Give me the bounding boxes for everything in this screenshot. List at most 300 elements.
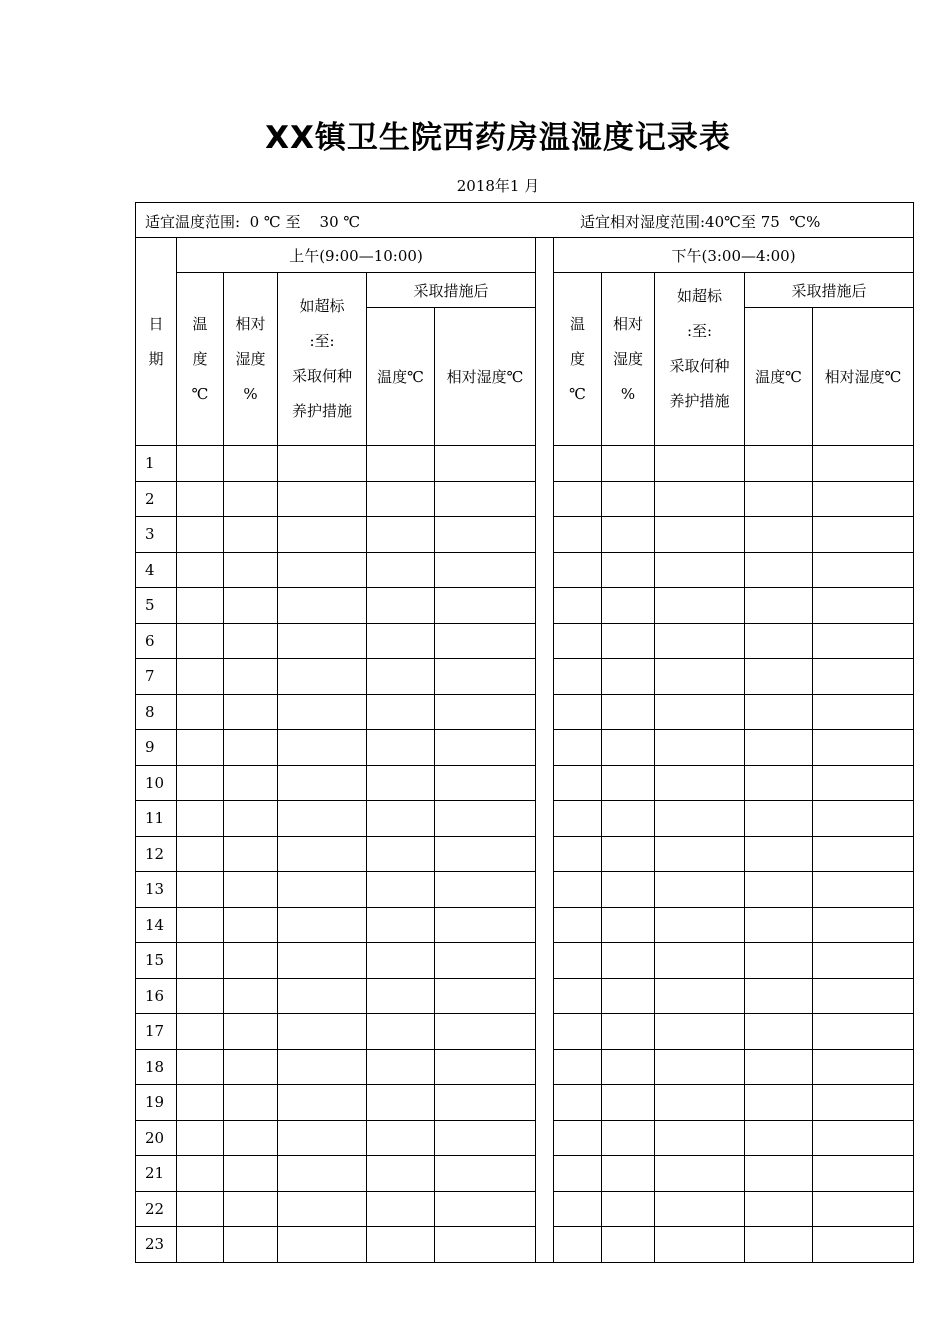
record-cell[interactable] <box>745 836 813 872</box>
record-cell[interactable] <box>224 659 278 695</box>
record-cell[interactable] <box>278 1085 367 1121</box>
am-measures-header: 采取措施后 <box>367 273 536 308</box>
record-cell[interactable] <box>224 730 278 766</box>
record-cell[interactable] <box>435 1120 536 1156</box>
record-cell[interactable] <box>278 481 367 517</box>
record-cell[interactable] <box>367 1227 435 1263</box>
day-number: 4 <box>136 552 177 588</box>
record-cell[interactable] <box>813 623 914 659</box>
record-cell[interactable] <box>278 1156 367 1192</box>
record-cell[interactable] <box>602 446 655 482</box>
column-gap <box>536 694 554 730</box>
record-cell[interactable] <box>813 1156 914 1192</box>
record-cell[interactable] <box>278 659 367 695</box>
record-cell[interactable] <box>602 943 655 979</box>
record-cell[interactable] <box>435 552 536 588</box>
record-cell[interactable] <box>655 730 745 766</box>
record-cell[interactable] <box>224 801 278 837</box>
record-cell[interactable] <box>554 1120 602 1156</box>
record-cell[interactable] <box>745 978 813 1014</box>
record-cell[interactable] <box>602 552 655 588</box>
table-row <box>136 978 914 1014</box>
record-cell[interactable] <box>367 659 435 695</box>
table-row <box>136 1085 914 1121</box>
table-row <box>136 1014 914 1050</box>
record-cell[interactable] <box>554 978 602 1014</box>
record-cell[interactable] <box>554 907 602 943</box>
record-cell[interactable] <box>224 765 278 801</box>
record-cell[interactable] <box>655 836 745 872</box>
record-cell[interactable] <box>435 978 536 1014</box>
record-cell[interactable] <box>745 1049 813 1085</box>
record-cell[interactable] <box>655 1049 745 1085</box>
record-cell[interactable] <box>177 978 224 1014</box>
record-cell[interactable] <box>278 623 367 659</box>
record-cell[interactable] <box>602 978 655 1014</box>
record-cell[interactable] <box>745 765 813 801</box>
day-number: 22 <box>136 1191 177 1227</box>
record-cell[interactable] <box>278 1049 367 1085</box>
record-cell[interactable] <box>435 1014 536 1050</box>
day-number: 15 <box>136 943 177 979</box>
day-number: 8 <box>136 694 177 730</box>
column-gap <box>536 1120 554 1156</box>
record-cell[interactable] <box>278 446 367 482</box>
record-cell[interactable] <box>655 659 745 695</box>
record-cell[interactable] <box>745 552 813 588</box>
record-cell[interactable] <box>813 694 914 730</box>
record-cell[interactable] <box>813 1014 914 1050</box>
record-cell[interactable] <box>554 1191 602 1227</box>
record-cell[interactable] <box>435 694 536 730</box>
record-cell[interactable] <box>278 978 367 1014</box>
record-cell[interactable] <box>602 1014 655 1050</box>
record-cell[interactable] <box>224 1227 278 1263</box>
record-cell[interactable] <box>367 517 435 553</box>
table-row <box>136 446 914 482</box>
record-cell[interactable] <box>278 907 367 943</box>
record-cell[interactable] <box>554 517 602 553</box>
record-cell[interactable] <box>813 552 914 588</box>
day-number: 18 <box>136 1049 177 1085</box>
pm-exceed-header: 如超标 :至: 采取何种 养护措施 <box>655 273 745 446</box>
record-cell[interactable] <box>745 1085 813 1121</box>
record-cell[interactable] <box>602 836 655 872</box>
record-cell[interactable] <box>655 907 745 943</box>
record-cell[interactable] <box>367 730 435 766</box>
record-cell[interactable] <box>278 1014 367 1050</box>
column-gap <box>536 907 554 943</box>
table-row <box>136 765 914 801</box>
record-cell[interactable] <box>435 588 536 624</box>
record-cell[interactable] <box>278 801 367 837</box>
table-row <box>136 872 914 908</box>
record-cell[interactable] <box>224 907 278 943</box>
record-cell[interactable] <box>745 481 813 517</box>
record-cell[interactable] <box>655 978 745 1014</box>
record-cell[interactable] <box>177 836 224 872</box>
record-cell[interactable] <box>177 659 224 695</box>
record-cell[interactable] <box>224 694 278 730</box>
record-cell[interactable] <box>813 978 914 1014</box>
record-cell[interactable] <box>813 517 914 553</box>
record-cell[interactable] <box>655 552 745 588</box>
record-cell[interactable] <box>745 730 813 766</box>
record-cell[interactable] <box>602 1227 655 1263</box>
record-cell[interactable] <box>224 1120 278 1156</box>
pm-measures-header: 采取措施后 <box>745 273 914 308</box>
record-cell[interactable] <box>435 1156 536 1192</box>
am-temp-header: 温 度 ℃ <box>177 273 224 446</box>
record-cell[interactable] <box>177 872 224 908</box>
record-cell[interactable] <box>177 1156 224 1192</box>
record-cell[interactable] <box>224 446 278 482</box>
record-cell[interactable] <box>367 978 435 1014</box>
column-gap <box>536 552 554 588</box>
record-cell[interactable] <box>278 588 367 624</box>
column-gap <box>536 517 554 553</box>
record-cell[interactable] <box>554 1014 602 1050</box>
record-cell[interactable] <box>435 836 536 872</box>
record-cell[interactable] <box>813 872 914 908</box>
record-cell[interactable] <box>367 872 435 908</box>
record-cell[interactable] <box>655 446 745 482</box>
record-cell[interactable] <box>602 1049 655 1085</box>
record-cell[interactable] <box>435 517 536 553</box>
record-cell[interactable] <box>602 872 655 908</box>
column-gap <box>536 659 554 695</box>
record-cell[interactable] <box>554 446 602 482</box>
record-cell[interactable] <box>177 1120 224 1156</box>
record-cell[interactable] <box>278 1191 367 1227</box>
record-cell[interactable] <box>367 1085 435 1121</box>
record-cell[interactable] <box>435 623 536 659</box>
record-cell[interactable] <box>177 1014 224 1050</box>
record-cell[interactable] <box>745 1191 813 1227</box>
record-cell[interactable] <box>367 1156 435 1192</box>
record-cell[interactable] <box>655 1227 745 1263</box>
table-row <box>136 588 914 624</box>
column-gap <box>536 978 554 1014</box>
record-cell[interactable] <box>813 730 914 766</box>
record-cell[interactable] <box>435 1049 536 1085</box>
column-gap <box>536 836 554 872</box>
table-row <box>136 659 914 695</box>
column-gap <box>536 730 554 766</box>
record-cell[interactable] <box>745 872 813 908</box>
record-cell[interactable] <box>435 1227 536 1263</box>
record-cell[interactable] <box>367 694 435 730</box>
day-number: 10 <box>136 765 177 801</box>
record-cell[interactable] <box>745 943 813 979</box>
table-row <box>136 943 914 979</box>
record-cell[interactable] <box>554 872 602 908</box>
record-cell[interactable] <box>554 1227 602 1263</box>
record-cell[interactable] <box>554 1156 602 1192</box>
record-cell[interactable] <box>177 481 224 517</box>
table-row <box>136 1049 914 1085</box>
record-cell[interactable] <box>554 765 602 801</box>
record-cell[interactable] <box>813 765 914 801</box>
day-number: 23 <box>136 1227 177 1263</box>
column-gap <box>536 1156 554 1192</box>
record-cell[interactable] <box>435 1191 536 1227</box>
pm-humidity-header: 相对 湿度 % <box>602 273 655 446</box>
record-cell[interactable] <box>655 1085 745 1121</box>
record-cell[interactable] <box>602 730 655 766</box>
pm-after-humidity-header: 相对湿度℃ <box>813 308 914 446</box>
humidity-range-label: 适宜相对湿度范围:40℃至 75 ℃% <box>580 213 821 231</box>
record-cell[interactable] <box>554 1085 602 1121</box>
table-row <box>136 836 914 872</box>
record-cell[interactable] <box>177 552 224 588</box>
record-cell[interactable] <box>813 446 914 482</box>
record-cell[interactable] <box>745 1014 813 1050</box>
record-cell[interactable] <box>813 836 914 872</box>
record-cell[interactable] <box>655 1014 745 1050</box>
record-cell[interactable] <box>367 1014 435 1050</box>
table-row <box>136 1191 914 1227</box>
record-cell[interactable] <box>278 765 367 801</box>
am-after-temp-header: 温度℃ <box>367 308 435 446</box>
record-cell[interactable] <box>224 623 278 659</box>
record-cell[interactable] <box>177 1227 224 1263</box>
record-cell[interactable] <box>602 765 655 801</box>
record-cell[interactable] <box>177 730 224 766</box>
table-row <box>136 517 914 553</box>
record-cell[interactable] <box>602 1085 655 1121</box>
record-cell[interactable] <box>278 552 367 588</box>
record-cell[interactable] <box>745 659 813 695</box>
record-cell[interactable] <box>554 659 602 695</box>
am-header: 上午(9:00—10:00) <box>177 238 536 273</box>
record-cell[interactable] <box>224 517 278 553</box>
record-cell[interactable] <box>554 588 602 624</box>
table-row <box>136 1227 914 1263</box>
record-cell[interactable] <box>367 588 435 624</box>
record-cell[interactable] <box>813 943 914 979</box>
record-cell[interactable] <box>745 588 813 624</box>
column-gap <box>536 623 554 659</box>
record-cell[interactable] <box>813 907 914 943</box>
record-cell[interactable] <box>177 517 224 553</box>
table-row <box>136 623 914 659</box>
record-cell[interactable] <box>224 481 278 517</box>
record-cell[interactable] <box>435 659 536 695</box>
record-cell[interactable] <box>655 694 745 730</box>
day-number: 1 <box>136 446 177 482</box>
record-cell[interactable] <box>224 1191 278 1227</box>
record-cell[interactable] <box>224 552 278 588</box>
record-cell[interactable] <box>367 907 435 943</box>
record-cell[interactable] <box>602 694 655 730</box>
day-number: 12 <box>136 836 177 872</box>
record-cell[interactable] <box>435 872 536 908</box>
record-cell[interactable] <box>554 943 602 979</box>
record-cell[interactable] <box>745 1120 813 1156</box>
record-cell[interactable] <box>813 1049 914 1085</box>
record-cell[interactable] <box>278 1227 367 1263</box>
record-cell[interactable] <box>745 446 813 482</box>
record-cell[interactable] <box>745 907 813 943</box>
record-cell[interactable] <box>224 836 278 872</box>
day-number: 14 <box>136 907 177 943</box>
column-gap <box>536 273 554 308</box>
table-row <box>136 694 914 730</box>
record-cell[interactable] <box>745 801 813 837</box>
record-cell[interactable] <box>813 1120 914 1156</box>
record-cell[interactable] <box>367 943 435 979</box>
record-cell[interactable] <box>813 801 914 837</box>
record-cell[interactable] <box>435 765 536 801</box>
pm-after-temp-header: 温度℃ <box>745 308 813 446</box>
record-cell[interactable] <box>554 801 602 837</box>
table-row <box>136 730 914 766</box>
record-cell[interactable] <box>655 801 745 837</box>
record-cell[interactable] <box>655 943 745 979</box>
record-cell[interactable] <box>655 517 745 553</box>
record-cell[interactable] <box>367 836 435 872</box>
record-cell[interactable] <box>177 943 224 979</box>
record-cell[interactable] <box>745 694 813 730</box>
record-cell[interactable] <box>655 623 745 659</box>
record-cell[interactable] <box>177 623 224 659</box>
record-cell[interactable] <box>655 481 745 517</box>
record-cell[interactable] <box>745 1156 813 1192</box>
record-cell[interactable] <box>177 446 224 482</box>
column-gap <box>536 1085 554 1121</box>
column-gap <box>536 943 554 979</box>
record-cell[interactable] <box>813 588 914 624</box>
am-humidity-header: 相对 湿度 % <box>224 273 278 446</box>
record-cell[interactable] <box>554 730 602 766</box>
record-cell[interactable] <box>278 1120 367 1156</box>
day-number: 13 <box>136 872 177 908</box>
page-title: XX镇卫生院西药房温湿度记录表 <box>265 120 731 156</box>
record-cell[interactable] <box>367 801 435 837</box>
record-cell[interactable] <box>554 836 602 872</box>
record-cell[interactable] <box>602 1156 655 1192</box>
record-cell[interactable] <box>655 765 745 801</box>
column-gap <box>536 801 554 837</box>
record-cell[interactable] <box>278 872 367 908</box>
record-cell[interactable] <box>435 907 536 943</box>
record-cell[interactable] <box>278 694 367 730</box>
record-cell[interactable] <box>435 446 536 482</box>
record-cell[interactable] <box>177 907 224 943</box>
record-cell[interactable] <box>367 1049 435 1085</box>
record-cell[interactable] <box>367 765 435 801</box>
record-cell[interactable] <box>655 1120 745 1156</box>
record-cell[interactable] <box>177 1049 224 1085</box>
record-cell[interactable] <box>177 801 224 837</box>
column-gap <box>536 308 554 446</box>
pm-header: 下午(3:00—4:00) <box>554 238 914 273</box>
record-cell[interactable] <box>435 1085 536 1121</box>
record-cell[interactable] <box>435 481 536 517</box>
record-cell[interactable] <box>813 659 914 695</box>
range-row <box>136 203 914 238</box>
record-cell[interactable] <box>177 765 224 801</box>
column-gap <box>536 1227 554 1263</box>
record-cell[interactable] <box>367 623 435 659</box>
record-cell[interactable] <box>655 1156 745 1192</box>
day-number: 5 <box>136 588 177 624</box>
record-cell[interactable] <box>554 552 602 588</box>
record-cell[interactable] <box>177 588 224 624</box>
am-exceed-header: 如超标 :至: 采取何种 养护措施 <box>278 273 367 446</box>
day-number: 21 <box>136 1156 177 1192</box>
record-cell[interactable] <box>745 1227 813 1263</box>
column-gap <box>536 872 554 908</box>
record-cell[interactable] <box>224 1156 278 1192</box>
record-cell[interactable] <box>602 481 655 517</box>
record-cell[interactable] <box>602 623 655 659</box>
record-cell[interactable] <box>177 1085 224 1121</box>
record-cell[interactable] <box>813 1227 914 1263</box>
record-cell[interactable] <box>655 1191 745 1227</box>
record-cell[interactable] <box>602 588 655 624</box>
record-cell[interactable] <box>813 1085 914 1121</box>
record-cell[interactable] <box>602 1191 655 1227</box>
record-cell[interactable] <box>224 978 278 1014</box>
record-cell[interactable] <box>367 1120 435 1156</box>
date-header: 日 期 <box>136 238 177 446</box>
record-cell[interactable] <box>435 801 536 837</box>
record-cell[interactable] <box>554 623 602 659</box>
record-cell[interactable] <box>602 907 655 943</box>
record-cell[interactable] <box>224 872 278 908</box>
record-cell[interactable] <box>435 943 536 979</box>
record-cell[interactable] <box>278 730 367 766</box>
record-cell[interactable] <box>278 836 367 872</box>
record-cell[interactable] <box>367 1191 435 1227</box>
record-cell[interactable] <box>813 1191 914 1227</box>
column-gap <box>536 1191 554 1227</box>
record-cell[interactable] <box>177 694 224 730</box>
record-cell[interactable] <box>745 623 813 659</box>
record-cell[interactable] <box>177 1191 224 1227</box>
record-cell[interactable] <box>745 517 813 553</box>
record-cell[interactable] <box>554 694 602 730</box>
column-gap <box>536 1049 554 1085</box>
record-cell[interactable] <box>224 588 278 624</box>
record-cell[interactable] <box>813 481 914 517</box>
record-cell[interactable] <box>602 801 655 837</box>
day-number: 2 <box>136 481 177 517</box>
record-cell[interactable] <box>278 517 367 553</box>
record-cell[interactable] <box>602 517 655 553</box>
record-cell[interactable] <box>602 1120 655 1156</box>
record-cell[interactable] <box>554 481 602 517</box>
record-cell[interactable] <box>224 943 278 979</box>
record-cell[interactable] <box>367 552 435 588</box>
record-cell[interactable] <box>367 481 435 517</box>
record-cell[interactable] <box>602 659 655 695</box>
record-cell[interactable] <box>655 872 745 908</box>
day-number: 16 <box>136 978 177 1014</box>
record-cell[interactable] <box>554 1049 602 1085</box>
record-cell[interactable] <box>278 943 367 979</box>
pm-temp-header: 温 度 ℃ <box>554 273 602 446</box>
record-cell[interactable] <box>224 1085 278 1121</box>
record-cell[interactable] <box>224 1049 278 1085</box>
record-cell[interactable] <box>367 446 435 482</box>
record-cell[interactable] <box>435 730 536 766</box>
record-cell[interactable] <box>224 1014 278 1050</box>
record-cell[interactable] <box>655 588 745 624</box>
day-number: 17 <box>136 1014 177 1050</box>
